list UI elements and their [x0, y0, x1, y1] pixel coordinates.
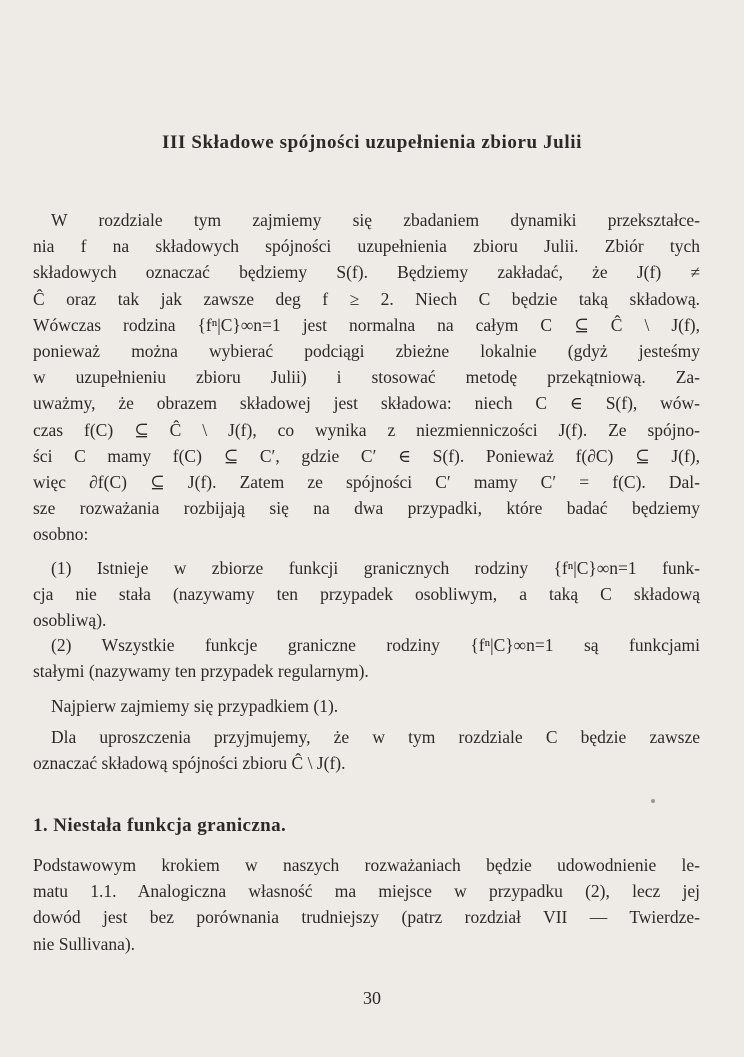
paragraph-intro: [33, 207, 700, 548]
section-paragraph: [33, 852, 700, 957]
text-line: dowód jest bez porównania trudniejszy (patrz rozdział VII — Twierdze-: [33, 907, 700, 928]
section-title: 1. Niestała funkcja graniczna.: [33, 815, 287, 836]
text-line: ści C mamy f(C) ⊆ C′, gdzie C′ ∈ S(f). Ponieważ f(∂C) ⊆ J(f),: [33, 445, 700, 466]
text-line: matu 1.1. Analogiczna własność ma miejsce w przypadku (2), lecz jej: [33, 881, 700, 902]
text-line: Wówczas rodzina {fⁿ|C}∞n=1 jest normalna na całym C ⊆ Ĉ \ J(f),: [33, 314, 700, 335]
text-line: nie Sullivana).: [33, 933, 136, 954]
text-line: (1) Istnieje w zbiorze funkcji granicznych rodziny {fⁿ|C}∞n=1 funk-: [51, 558, 700, 578]
convention-paragraph: [33, 724, 700, 776]
text-line: osobno:: [33, 524, 89, 545]
text-line: osobliwą).: [33, 610, 107, 631]
text-line: Podstawowym krokiem w naszych rozważaniach będzie udowodnienie le-: [33, 855, 700, 875]
text-line: W rozdziale tym zajmiemy się zbadaniem dynamiki przekształce-: [51, 210, 700, 230]
text-line: Dla uproszczenia przyjmujemy, że w tym rozdziale C będzie zawsze: [51, 727, 700, 747]
text-line: stałymi (nazywamy ten przypadek regularnym).: [33, 661, 369, 682]
case-2-paragraph: [33, 632, 700, 684]
text-line: sze rozważania rozbijają się na dwa przypadki, które badać będziemy: [33, 498, 700, 519]
text-line: w uzupełnieniu zbioru Julii) i stosować metodę przekątniową. Za-: [33, 367, 700, 388]
first-case-note: [33, 693, 700, 719]
text-line: czas f(C) ⊆ Ĉ \ J(f), co wynika z niezmienniczości J(f). Ze spójno-: [33, 419, 700, 440]
text-line: składowych oznaczać będziemy S(f). Będziemy zakładać, że J(f) ≠: [33, 262, 700, 283]
text-line: cja nie stała (nazywamy ten przypadek osobliwym, a taką C składową: [33, 584, 700, 605]
chapter-title: III Składowe spójności uzupełnienia zbioru Julii: [162, 132, 582, 153]
speck-mark: [651, 799, 655, 803]
text-line: ponieważ można wybierać podciągi zbieżne lokalnie (gdyż jesteśmy: [33, 341, 700, 362]
text-line: Ĉ oraz tak jak zawsze deg f ≥ 2. Niech C będzie taką składową.: [33, 288, 700, 309]
page-number: 30: [363, 988, 381, 1008]
text-line: oznaczać składową spójności zbioru Ĉ \ J(f).: [33, 753, 346, 774]
text-line: (2) Wszystkie funkcje graniczne rodziny {fⁿ|C}∞n=1 są funkcjami: [51, 635, 700, 655]
text-line: więc ∂f(C) ⊆ J(f). Zatem ze spójności C′ mamy C′ = f(C). Dal-: [33, 472, 700, 493]
case-1-paragraph: [33, 555, 700, 634]
text-line: uważmy, że obrazem składowej jest składowa: niech C ∈ S(f), wów-: [33, 393, 700, 414]
text-line: Najpierw zajmiemy się przypadkiem (1).: [51, 696, 339, 716]
text-line: nia f na składowych spójności uzupełnienia zbioru Julii. Zbiór tych: [33, 236, 700, 257]
